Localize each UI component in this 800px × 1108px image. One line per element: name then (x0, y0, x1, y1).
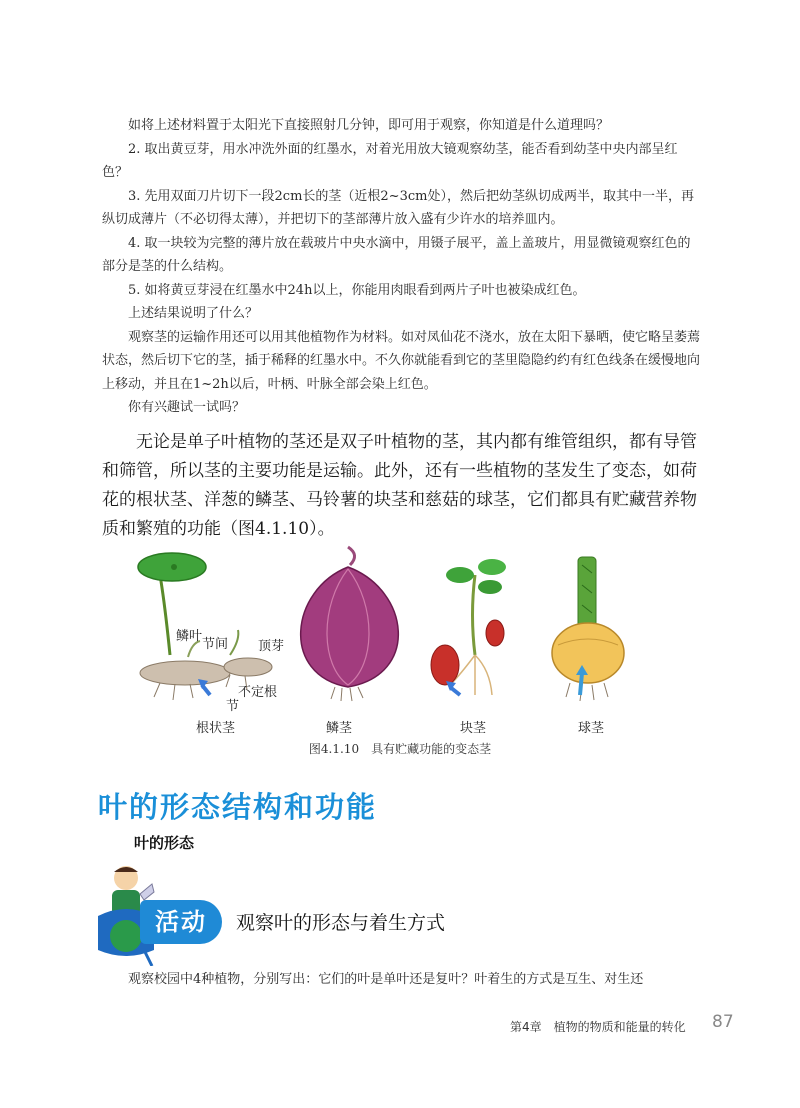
note-paragraph-8: 你有兴趣试一试吗？ (128, 400, 246, 415)
corm-illustration (552, 557, 624, 701)
figure-label-tuber: 块茎 (460, 721, 487, 736)
note-paragraph-6: 上述结果说明了什么？ (128, 306, 259, 321)
experiment-notes (102, 114, 702, 420)
bulb-illustration (301, 547, 399, 701)
note-paragraph-2: 2. 取出黄豆芽，用水冲洗外面的红墨水，对着光用放大镜观察幼茎，能否看到幼茎中央内部呈红色？ (102, 141, 678, 180)
note-paragraph-4: 4. 取一块较为完整的薄片放在载玻片中央水滴中，用镊子展平，盖上盖玻片，用显微镜观察红色的部分是茎的什么结构。 (102, 235, 691, 274)
main-paragraph: 无论是单子叶植物的茎还是双子叶植物的茎，其内都有维管组织，都有导管和筛管，所以茎的主要功能是运输。此外，还有一些植物的茎发生了变态，如荷花的根状茎、洋葱的鳞茎、马铃薯的块茎和慈菇的球茎，它们都具有贮藏营养物质和繁殖的功能（图4.1.10）。 (102, 432, 697, 539)
subsection-title: 叶的形态 (134, 834, 195, 852)
note-paragraph-7: 观察茎的运输作用还可以用其他植物作为材料。如对凤仙花不浇水，放在太阳下暴晒，使它略呈萎蔫状态，然后切下它的茎，插于稀释的红墨水中。不久你就能看到它的茎里隐隐约约有红色线条在缓慢地向上移动，并且在1~2h以后，叶柄、叶脉全部会染上红色。 (102, 329, 701, 392)
part-label-adventitious-root: 不定根 (238, 685, 278, 700)
figure-label-bulb: 鳞茎 (326, 721, 353, 736)
note-paragraph-1: 如将上述材料置于太阳光下直接照射几分钟，即可用于观察，你知道是什么道理吗？ (128, 118, 610, 133)
part-label-internode: 节间 (202, 637, 229, 652)
note-paragraph-5: 5. 如将黄豆芽浸在红墨水中24h以上，你能用肉眼看到两片子叶也被染成红色。 (128, 282, 586, 298)
rhizome-illustration (138, 553, 272, 700)
figure-caption: 图4.1.10 具有贮藏功能的变态茎 (308, 742, 492, 756)
figure-label-rhizome: 根状茎 (196, 721, 236, 736)
figure-label-corm: 球茎 (578, 721, 605, 736)
footer-chapter: 第4章 植物的物质和能量的转化 (510, 1020, 686, 1034)
figure-modified-stems (130, 545, 670, 745)
activity-title: 观察叶的形态与着生方式 (236, 912, 446, 934)
part-label-scale-leaf: 鳞叶 (176, 629, 203, 644)
section-title: 叶的形态结构和功能 (98, 790, 378, 824)
page-number: 87 (712, 1012, 734, 1032)
tuber-illustration (431, 559, 506, 695)
activity-badge: 活动 (140, 900, 222, 944)
activity-text: 观察校园中4种植物，分别写出：它们的叶是单叶还是复叶？叶着生的方式是互生、对生还 (128, 972, 644, 987)
part-label-terminal-bud: 顶芽 (258, 639, 285, 654)
main-text (102, 428, 702, 544)
part-label-node: 节 (226, 699, 240, 714)
note-paragraph-3: 3. 先用双面刀片切下一段2cm长的茎（近根2~3cm处），然后把幼茎纵切成两半，取其中一半，再纵切成薄片（不必切得太薄），并把切下的茎部薄片放入盛有少许水的培养皿内。 (102, 188, 694, 227)
